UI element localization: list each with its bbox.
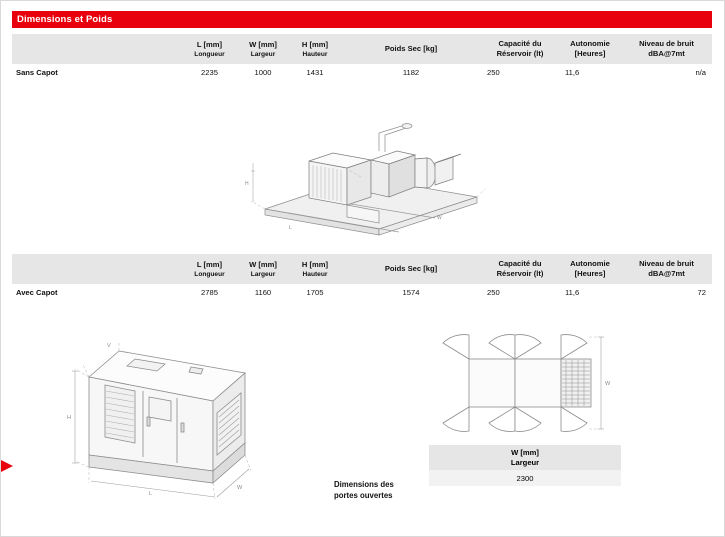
table-header-row	[12, 254, 712, 284]
row-label-avec-capot: Avec Capot	[12, 284, 182, 300]
doors-header-cell	[429, 445, 621, 470]
header-cell-width	[237, 34, 289, 64]
table-dimensions-sans-capot	[12, 34, 712, 80]
header-autonomy-sub: [Heures]	[574, 269, 606, 278]
header-cell-tank-capacity	[481, 34, 559, 64]
svg-text:W: W	[605, 381, 611, 387]
header-height-sub: Hauteur	[302, 50, 328, 58]
doors-header-main: W [mm]	[511, 447, 539, 457]
header-noise-sub: dBA@7mt	[648, 269, 685, 278]
svg-text:W: W	[437, 215, 442, 221]
table-header-row	[12, 34, 712, 64]
table-open-doors-width	[429, 445, 621, 486]
header-cell-length	[182, 254, 237, 284]
doors-header-sub: Largeur	[510, 457, 540, 467]
header-length-main: L [mm]	[196, 39, 223, 49]
header-length-sub: Longueur	[194, 50, 225, 58]
cell-tank-capacity: 250	[481, 284, 559, 300]
row-label-sans-capot: Sans Capot	[12, 64, 182, 80]
generator-canopy-drawing	[31, 331, 281, 506]
header-cell-noise	[621, 254, 712, 284]
cell-length: 2785	[182, 284, 237, 300]
cell-autonomy: 11,6	[559, 284, 621, 300]
cell-height: 1431	[289, 64, 341, 80]
header-cell-noise	[621, 34, 712, 64]
header-cell-blank	[12, 254, 182, 284]
header-cell-height	[289, 34, 341, 64]
header-cell-width	[237, 254, 289, 284]
generator-open-doors-plan-drawing	[429, 333, 621, 439]
cell-width: 1160	[237, 284, 289, 300]
header-autonomy-main: Autonomie	[570, 39, 610, 48]
svg-text:L: L	[289, 225, 292, 231]
open-doors-caption-line1: Dimensions des	[334, 480, 394, 489]
header-noise-main: Niveau de bruit	[639, 259, 694, 268]
header-cell-autonomy	[559, 34, 621, 64]
header-cell-height	[289, 254, 341, 284]
header-autonomy-sub: [Heures]	[574, 49, 606, 58]
table-dimensions-avec-capot	[12, 254, 712, 300]
open-doors-caption-line2: portes ouvertes	[334, 491, 393, 500]
doors-width-value: 2300	[429, 470, 621, 486]
table-row	[12, 284, 712, 300]
header-length-main: L [mm]	[196, 259, 223, 269]
header-autonomy-main: Autonomie	[570, 259, 610, 268]
header-tank-main: Capacité du	[498, 39, 542, 48]
cell-noise: 72	[621, 284, 712, 300]
header-height-sub: Hauteur	[302, 270, 328, 278]
header-cell-dry-weight	[341, 254, 481, 284]
header-dry-weight-main: Poids Sec [kg]	[384, 264, 438, 273]
cell-dry-weight: 1574	[341, 284, 481, 300]
table-row	[12, 64, 712, 80]
cell-height: 1705	[289, 284, 341, 300]
header-width-sub: Largeur	[250, 270, 276, 278]
header-width-sub: Largeur	[250, 50, 276, 58]
header-cell-autonomy	[559, 254, 621, 284]
header-tank-sub: Réservoir (lt)	[496, 49, 544, 58]
header-width-main: W [mm]	[249, 259, 277, 269]
header-cell-length	[182, 34, 237, 64]
header-width-main: W [mm]	[249, 39, 277, 49]
svg-text:V: V	[107, 343, 111, 349]
header-cell-tank-capacity	[481, 254, 559, 284]
cell-noise: n/a	[621, 64, 712, 80]
cell-autonomy: 11,6	[559, 64, 621, 80]
cell-width: 1000	[237, 64, 289, 80]
cell-dry-weight: 1182	[341, 64, 481, 80]
red-arrow-marker-icon	[1, 459, 15, 473]
header-cell-blank	[12, 34, 182, 64]
header-noise-sub: dBA@7mt	[648, 49, 685, 58]
header-length-sub: Longueur	[194, 270, 225, 278]
doors-table-value-row	[429, 470, 621, 486]
header-noise-main: Niveau de bruit	[639, 39, 694, 48]
header-cell-dry-weight	[341, 34, 481, 64]
header-dry-weight-main: Poids Sec [kg]	[384, 44, 438, 53]
svg-text:W: W	[237, 485, 243, 491]
svg-text:H: H	[245, 181, 249, 187]
open-doors-caption	[334, 479, 426, 501]
doors-table-header-row	[429, 445, 621, 470]
header-tank-main: Capacité du	[498, 259, 542, 268]
generator-open-set-drawing	[229, 101, 489, 236]
header-tank-sub: Réservoir (lt)	[496, 269, 544, 278]
section-title-dimensions-et-poids: Dimensions et Poids	[12, 11, 712, 28]
header-height-main: H [mm]	[301, 39, 329, 49]
svg-text:L: L	[149, 491, 153, 497]
header-height-main: H [mm]	[301, 259, 329, 269]
cell-tank-capacity: 250	[481, 64, 559, 80]
svg-text:H: H	[67, 415, 71, 421]
cell-length: 2235	[182, 64, 237, 80]
